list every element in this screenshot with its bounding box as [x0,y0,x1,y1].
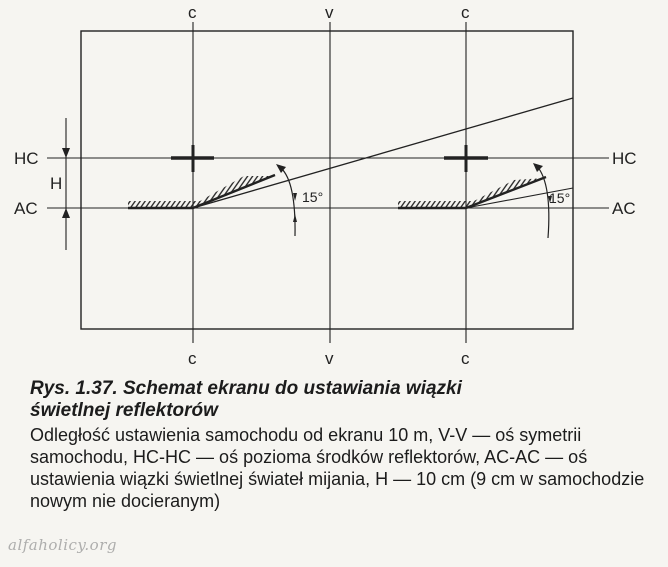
ac-label-left: AC [14,199,38,218]
c-label-bottom-left: c [188,349,197,368]
caption-title-line2: świetlnej reflektorów [30,400,218,421]
angle-label-left: 15° [302,189,324,205]
c-label-bottom-right: c [461,349,470,368]
caption-body: Odległość ustawienia samochodu od ekranu 10 m, V-V — oś symetrii samochodu, HC-HC — oś pozioma środków reflektorów, AC-AC — oś ustawienia wiązki świetlnej świateł mijania, H — 10 cm (9 cm w samochodzie nowym nie docieranym) [30,425,645,511]
caption-title [30,378,660,422]
figure-caption [30,378,660,512]
hc-label-right: HC [612,149,637,168]
h-label: H [50,174,63,193]
h-dimension [62,118,70,250]
c-label-top-left: c [188,3,197,22]
hc-label-left: HC [14,149,39,168]
angle-arc-left [276,164,297,236]
v-label-bottom: v [325,349,334,368]
caption-title-line1: Rys. 1.37. Schemat ekranu do ustawiania wiązki [30,378,462,399]
screen-frame [81,31,573,329]
ac-label-right: AC [612,199,636,218]
beam-upper-line [193,98,573,208]
v-label-top: v [325,3,334,22]
c-label-top-right: c [461,3,470,22]
angle-label-right: 15° [549,190,571,206]
beam-cutoff-left [128,175,275,208]
beam-cutoff-right [398,177,546,208]
watermark: alfaholicy.org [8,536,117,554]
